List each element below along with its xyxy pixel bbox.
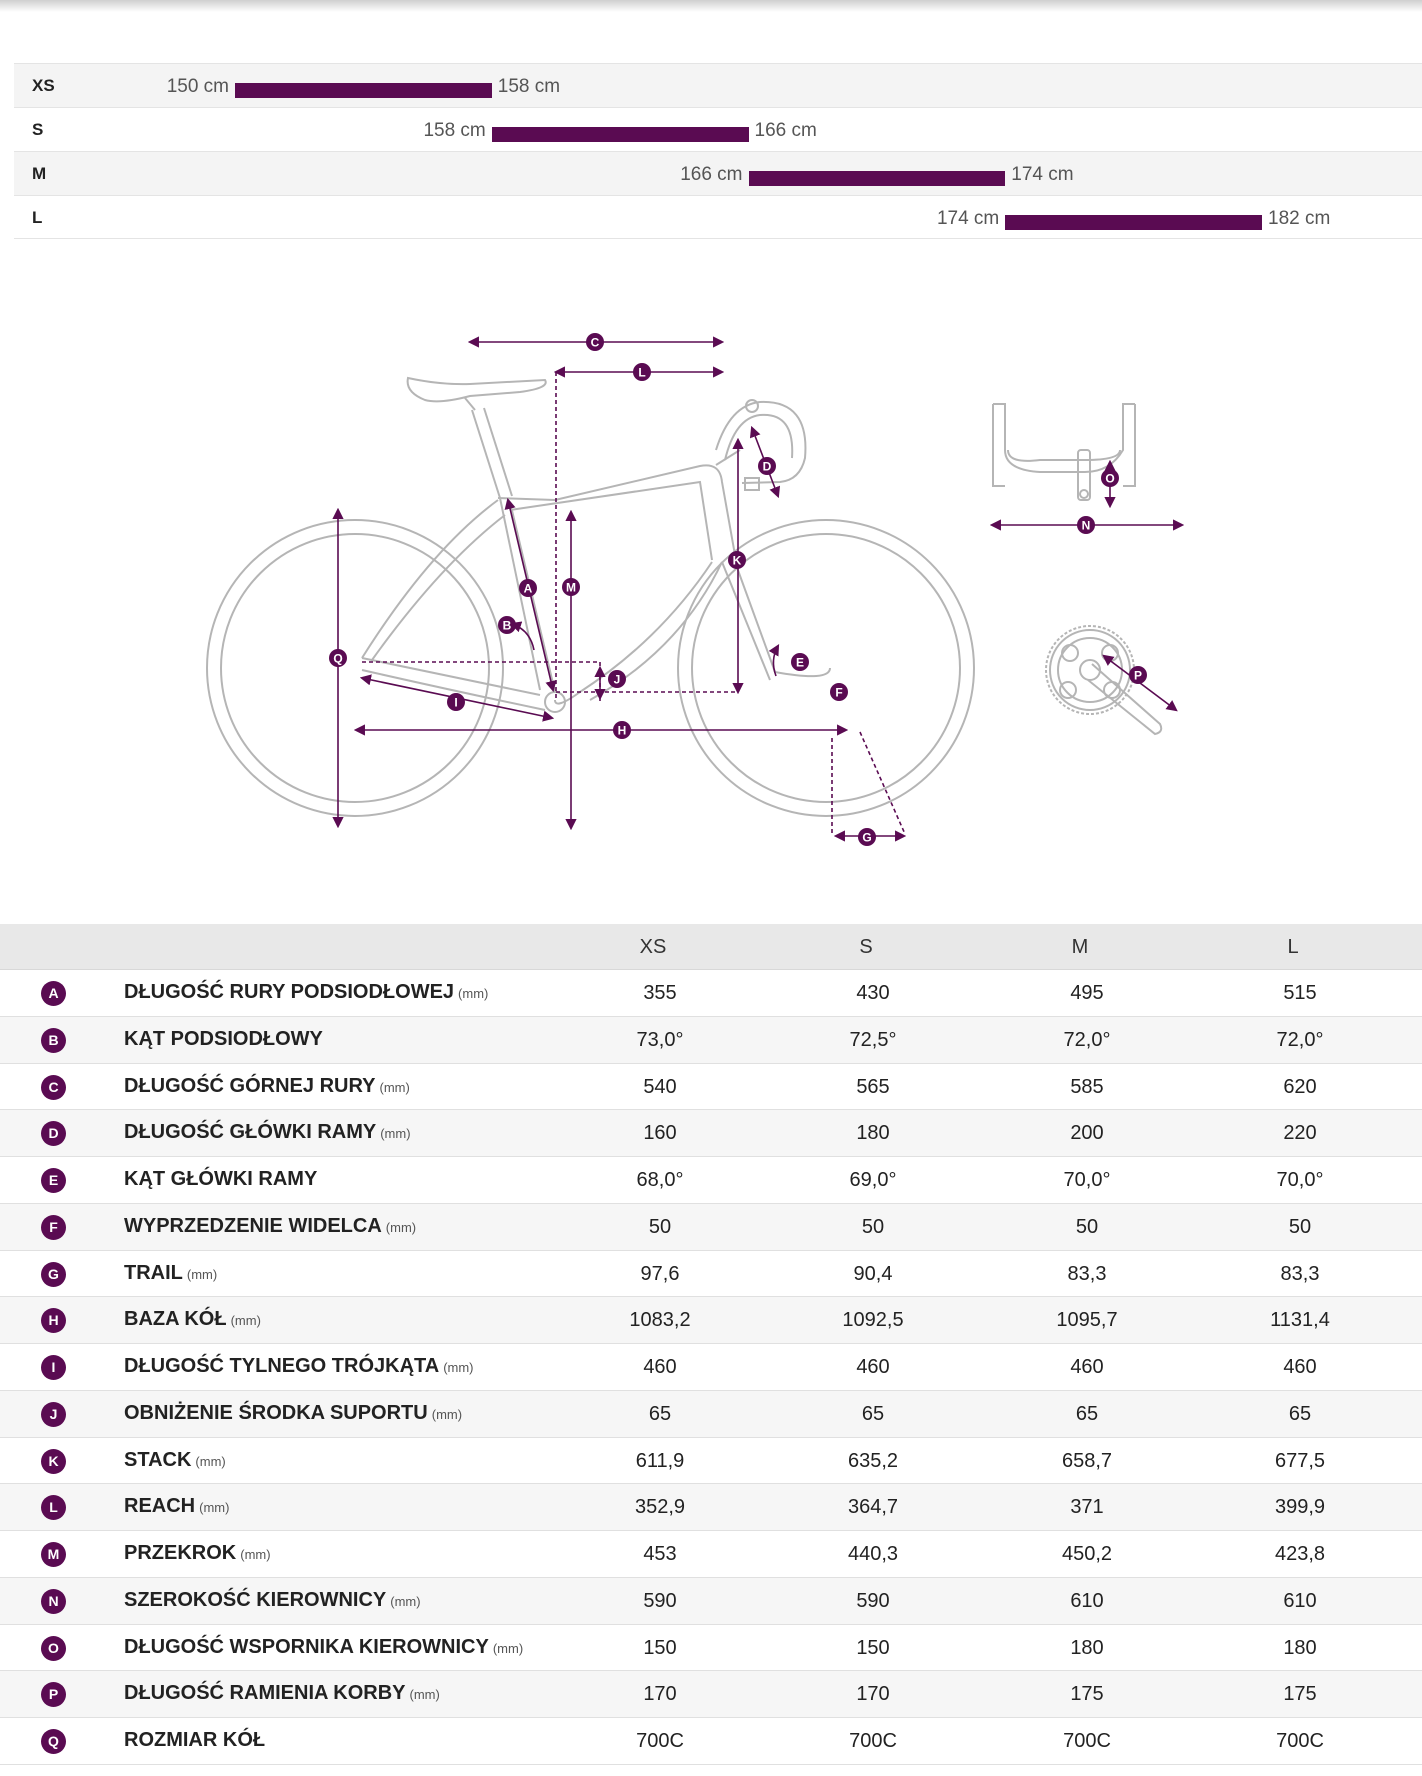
- column-header-xs: XS: [639, 936, 667, 958]
- value-cell-xs: 73,0°: [636, 1028, 684, 1051]
- marker-l: [633, 363, 651, 381]
- range-bar: [492, 127, 749, 142]
- value-cell-m: 83,3: [1067, 1262, 1107, 1285]
- parameter-name: [124, 1729, 265, 1752]
- parameter-unit: (mm): [492, 1640, 524, 1656]
- value-cell-xs: 352,9: [634, 1496, 686, 1519]
- marker-n: [1077, 516, 1095, 534]
- range-size-label: S: [32, 120, 44, 139]
- value-cell-xs: 170: [643, 1683, 677, 1706]
- range-row-m: [14, 151, 1422, 195]
- value-cell-xs: 65: [648, 1402, 672, 1425]
- table-row: [0, 1625, 1422, 1672]
- value-cell-l: 1131,4: [1270, 1309, 1330, 1332]
- range-min-label: 166 cm: [680, 164, 743, 185]
- value-cell-s: 69,0°: [849, 1169, 897, 1191]
- svg-text:J: J: [613, 672, 621, 687]
- value-cell-l: 399,9: [1274, 1496, 1326, 1519]
- geometry-table-body: [0, 970, 1422, 1765]
- parameter-name: [124, 1028, 323, 1051]
- parameter-label: DŁUGOŚĆ TYLNEGO TRÓJKĄTA: [124, 1355, 440, 1377]
- svg-text:M: M: [566, 580, 576, 595]
- parameter-name: [124, 1075, 410, 1098]
- value-cell-l: 175: [1283, 1683, 1317, 1706]
- svg-text:F: F: [835, 685, 843, 700]
- parameter-unit: (mm): [409, 1687, 440, 1703]
- parameter-label: KĄT PODSIODŁOWY: [124, 1027, 323, 1050]
- svg-text:E: E: [795, 655, 805, 670]
- value-cell-xs: 160: [643, 1122, 677, 1145]
- value-cell-l: 620: [1283, 1075, 1317, 1098]
- parameter-label: SZEROKOŚĆ KIEROWNICY: [124, 1588, 387, 1611]
- value-cell-l: 460: [1283, 1356, 1317, 1378]
- value-cell-m: 460: [1070, 1356, 1104, 1378]
- range-row-l: [14, 195, 1422, 239]
- bike-outline: [207, 378, 1161, 816]
- value-cell-xs: 453: [643, 1543, 677, 1565]
- value-cell-xs: 540: [643, 1075, 677, 1098]
- svg-text:K: K: [732, 553, 742, 568]
- marker-e: [791, 653, 809, 671]
- value-cell-xs: 460: [643, 1356, 677, 1378]
- table-row: [0, 1251, 1422, 1298]
- table-row: [0, 1438, 1422, 1485]
- geometry-table-header: [0, 924, 1422, 970]
- parameter-unit: (mm): [380, 1126, 411, 1142]
- table-row: [0, 1578, 1422, 1625]
- marker-b: [498, 616, 516, 634]
- marker-j: [608, 670, 626, 688]
- table-row: [0, 1297, 1422, 1344]
- value-cell-s: 65: [861, 1402, 885, 1425]
- parameter-unit: (mm): [443, 1360, 474, 1375]
- range-bar: [235, 83, 492, 98]
- value-cell-s: 1092,5: [842, 1309, 904, 1332]
- svg-text:C: C: [590, 335, 600, 350]
- range-row-s: [14, 107, 1422, 151]
- marker-i: [447, 693, 465, 711]
- parameter-name: [124, 1168, 317, 1191]
- measurement-lines: [338, 342, 1182, 836]
- value-cell-m: 175: [1070, 1683, 1104, 1706]
- table-row: [0, 1671, 1422, 1718]
- table-row: [0, 970, 1422, 1017]
- parameter-label: DŁUGOŚĆ GŁÓWKI RAMY: [124, 1121, 377, 1144]
- parameter-name: [124, 1495, 229, 1518]
- range-bar: [749, 171, 1006, 186]
- range-bar: [1005, 215, 1262, 230]
- value-cell-l: 70,0°: [1276, 1169, 1324, 1191]
- range-size-label: L: [32, 208, 43, 227]
- row-letter-badge: K: [41, 1449, 66, 1474]
- row-letter-badge: A: [41, 981, 66, 1006]
- value-cell-m: 610: [1070, 1589, 1104, 1612]
- parameter-name: [124, 981, 488, 1004]
- value-cell-xs: 590: [643, 1589, 677, 1612]
- row-letter-badge: L: [41, 1495, 66, 1520]
- column-header-m: M: [1071, 936, 1089, 958]
- svg-text:G: G: [862, 830, 872, 845]
- parameter-unit: (mm): [199, 1500, 230, 1516]
- value-cell-s: 635,2: [847, 1449, 899, 1472]
- range-max-label: 158 cm: [497, 76, 561, 97]
- parameter-name: [124, 1355, 474, 1378]
- value-cell-m: 658,7: [1061, 1449, 1113, 1472]
- value-cell-l: 65: [1288, 1402, 1312, 1425]
- row-letter-badge: H: [41, 1308, 66, 1333]
- svg-text:L: L: [638, 365, 646, 380]
- value-cell-l: 220: [1283, 1122, 1317, 1145]
- value-cell-s: 72,5°: [849, 1028, 897, 1051]
- range-min-label: 174 cm: [936, 208, 1000, 229]
- marker-c: [586, 333, 604, 351]
- value-cell-m: 72,0°: [1063, 1028, 1111, 1051]
- value-cell-xs: 1083,2: [629, 1309, 691, 1332]
- parameter-unit: (mm): [390, 1593, 421, 1609]
- row-letter-badge: N: [41, 1589, 66, 1614]
- parameter-name: [124, 1262, 217, 1285]
- svg-text:O: O: [1105, 471, 1115, 486]
- parameter-unit: (mm): [458, 986, 489, 1001]
- row-letter-badge: F: [41, 1215, 66, 1240]
- range-min-label: 150 cm: [166, 76, 229, 97]
- parameter-label: TRAIL: [124, 1261, 183, 1284]
- row-letter-badge: J: [41, 1402, 66, 1427]
- value-cell-xs: 150: [643, 1636, 677, 1659]
- parameter-name: [124, 1636, 523, 1659]
- value-cell-m: 1095,7: [1056, 1309, 1118, 1332]
- range-size-label: M: [32, 164, 47, 183]
- parameter-label: DŁUGOŚĆ RURY PODSIODŁOWEJ: [124, 981, 455, 1003]
- parameter-unit: (mm): [431, 1406, 463, 1422]
- svg-text:N: N: [1081, 518, 1091, 533]
- row-letter-badge: C: [41, 1075, 66, 1100]
- column-header-s: S: [859, 936, 873, 958]
- table-row: [0, 1344, 1422, 1391]
- value-cell-s: 430: [856, 982, 890, 1004]
- value-cell-l: 423,8: [1274, 1543, 1326, 1565]
- value-cell-m: 495: [1070, 982, 1104, 1004]
- value-cell-xs: 68,0°: [636, 1169, 684, 1191]
- parameter-label: BAZA KÓŁ: [124, 1308, 227, 1331]
- value-cell-m: 65: [1075, 1402, 1099, 1425]
- range-max-label: 166 cm: [754, 120, 817, 141]
- parameter-unit: (mm): [230, 1313, 261, 1329]
- geometry-table: [0, 924, 1422, 1765]
- marker-m: [562, 578, 580, 596]
- parameter-name: [124, 1402, 462, 1425]
- parameter-label: ROZMIAR KÓŁ: [124, 1729, 266, 1751]
- marker-p: [1129, 666, 1147, 684]
- parameter-label: DŁUGOŚĆ WSPORNIKA KIEROWNICY: [124, 1635, 489, 1658]
- geometry-diagram: [0, 300, 1422, 860]
- row-letter-badge: M: [41, 1542, 66, 1567]
- marker-g: [858, 828, 876, 846]
- row-letter-badge: G: [41, 1262, 66, 1287]
- table-row: [0, 1157, 1422, 1204]
- table-row: [0, 1484, 1422, 1531]
- parameter-name: [124, 1682, 440, 1705]
- bike-geometry-svg: [0, 300, 1422, 860]
- marker-f: [830, 683, 848, 701]
- table-row: [0, 1531, 1422, 1578]
- row-letter-badge: B: [41, 1028, 66, 1053]
- range-row-xs: [14, 63, 1422, 107]
- marker-k: [728, 551, 746, 569]
- row-letter-badge: Q: [41, 1729, 66, 1754]
- value-cell-m: 700C: [1063, 1730, 1111, 1752]
- table-row: [0, 1391, 1422, 1438]
- marker-q: [329, 649, 347, 667]
- svg-text:I: I: [454, 695, 458, 710]
- value-cell-s: 364,7: [847, 1496, 899, 1519]
- parameter-unit: (mm): [385, 1219, 417, 1235]
- value-cell-s: 565: [856, 1075, 890, 1098]
- parameter-name: [124, 1589, 421, 1612]
- value-cell-s: 700C: [849, 1730, 897, 1752]
- parameter-label: STACK: [124, 1448, 192, 1471]
- value-cell-m: 70,0°: [1063, 1169, 1111, 1191]
- value-cell-l: 180: [1283, 1636, 1317, 1659]
- row-letter-badge: E: [41, 1168, 66, 1193]
- value-cell-s: 590: [856, 1589, 890, 1612]
- value-cell-l: 677,5: [1274, 1449, 1326, 1472]
- table-row: [0, 1718, 1422, 1765]
- rider-height-ranges: [14, 63, 1422, 239]
- value-cell-m: 50: [1075, 1215, 1099, 1238]
- row-letter-badge: D: [41, 1121, 66, 1146]
- svg-text:A: A: [523, 581, 533, 596]
- parameter-label: OBNIŻENIE ŚRODKA SUPORTU: [124, 1401, 428, 1424]
- value-cell-s: 460: [856, 1356, 890, 1378]
- table-row: [0, 1110, 1422, 1157]
- top-shadow: [0, 0, 1422, 12]
- value-cell-s: 50: [861, 1215, 885, 1238]
- value-cell-m: 200: [1070, 1122, 1104, 1145]
- table-row: [0, 1204, 1422, 1251]
- value-cell-s: 440,3: [847, 1543, 899, 1565]
- marker-a: [519, 579, 537, 597]
- parameter-label: DŁUGOŚĆ GÓRNEJ RURY: [124, 1074, 376, 1097]
- marker-h: [613, 721, 631, 739]
- svg-text:P: P: [1133, 668, 1143, 683]
- row-letter-badge: P: [41, 1682, 66, 1707]
- parameter-label: KĄT GŁÓWKI RAMY: [124, 1168, 318, 1190]
- value-cell-l: 72,0°: [1276, 1028, 1324, 1051]
- parameter-name: [124, 1121, 411, 1144]
- value-cell-m: 585: [1070, 1075, 1104, 1098]
- value-cell-m: 371: [1070, 1496, 1104, 1519]
- parameter-unit: (mm): [379, 1079, 410, 1095]
- marker-d: [758, 457, 776, 475]
- parameter-unit: (mm): [195, 1453, 226, 1469]
- parameter-label: DŁUGOŚĆ RAMIENIA KORBY: [124, 1682, 406, 1705]
- range-size-label: XS: [32, 76, 55, 95]
- row-letter-badge: O: [41, 1636, 66, 1661]
- value-cell-s: 170: [856, 1683, 890, 1706]
- table-row: [0, 1017, 1422, 1064]
- parameter-unit: (mm): [186, 1266, 218, 1282]
- value-cell-l: 610: [1283, 1589, 1317, 1612]
- value-cell-s: 90,4: [853, 1262, 893, 1285]
- value-cell-xs: 611,9: [635, 1449, 685, 1472]
- value-cell-xs: 700C: [636, 1730, 684, 1752]
- value-cell-l: 83,3: [1280, 1262, 1320, 1285]
- value-cell-l: 700C: [1276, 1730, 1324, 1752]
- svg-text:D: D: [762, 459, 772, 474]
- row-letter-badge: I: [41, 1355, 66, 1380]
- svg-text:B: B: [502, 618, 512, 633]
- value-cell-xs: 97,6: [640, 1262, 680, 1285]
- value-cell-m: 450,2: [1061, 1543, 1113, 1565]
- value-cell-s: 150: [856, 1636, 890, 1659]
- table-row: [0, 1064, 1422, 1111]
- marker-o: [1101, 469, 1119, 487]
- range-min-label: 158 cm: [423, 120, 486, 141]
- parameter-name: [124, 1449, 226, 1472]
- parameter-name: [124, 1542, 271, 1565]
- svg-text:Q: Q: [333, 651, 343, 666]
- value-cell-xs: 355: [643, 982, 677, 1004]
- parameter-label: PRZEKROK: [124, 1542, 237, 1564]
- column-header-l: L: [1287, 936, 1299, 958]
- value-cell-m: 180: [1070, 1636, 1104, 1659]
- parameter-unit: (mm): [240, 1547, 271, 1562]
- parameter-name: [124, 1215, 416, 1238]
- parameter-label: REACH: [124, 1495, 196, 1518]
- value-cell-l: 50: [1288, 1215, 1312, 1238]
- range-max-label: 174 cm: [1011, 164, 1074, 185]
- parameter-name: [124, 1308, 261, 1331]
- parameter-label: WYPRZEDZENIE WIDELCA: [124, 1214, 382, 1237]
- value-cell-xs: 50: [648, 1215, 672, 1238]
- value-cell-s: 180: [856, 1122, 890, 1145]
- range-max-label: 182 cm: [1268, 208, 1331, 229]
- svg-text:H: H: [617, 723, 627, 738]
- value-cell-l: 515: [1283, 982, 1317, 1004]
